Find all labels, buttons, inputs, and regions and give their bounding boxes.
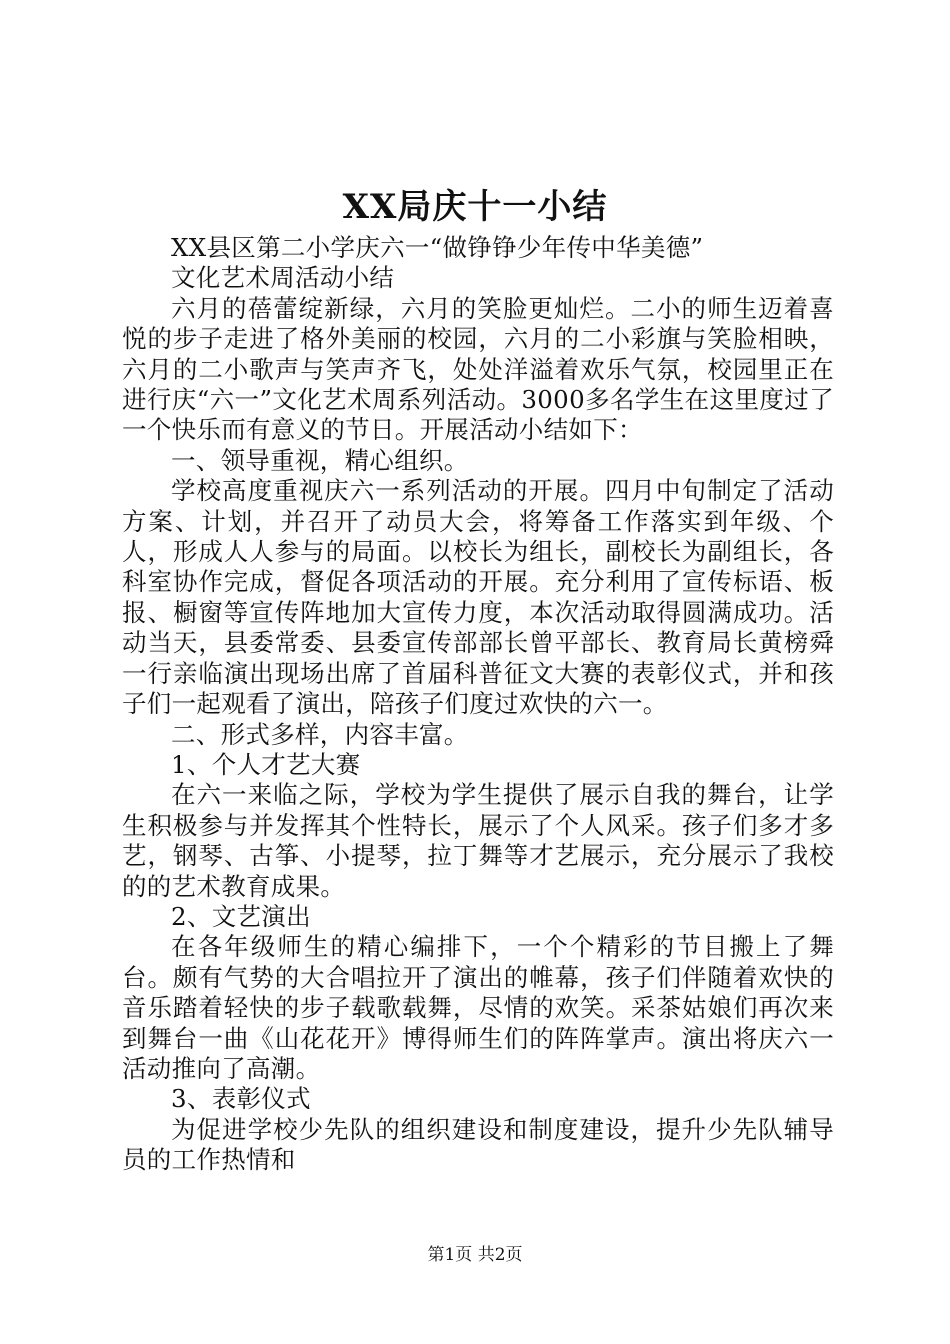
section-heading-2: 二、形式多样，内容丰富。 bbox=[171, 719, 469, 749]
section-1-paragraph: 学校高度重视庆六一系列活动的开展。四月中旬制定了活动方案、计划，并召开了动员大会，将筹备工作落实到年级、个人，形成人人参与的局面。以校长为组长，副校长为副组长，各科室协作完成，督促各项活动的开展。充分利用了宣传标语、板报、橱窗等宣传阵地加大宣传力度，本次活动取得圆满成功。活动当天，县委常委、县委宣传部部长曾平部长、教育局长黄榜舜一行亲临演出现场出席了首届科普征文大赛的表彰仪式，并和孩子们一起观看了演出，陪孩子们度过欢快的六一。 bbox=[122, 476, 834, 719]
document-body bbox=[122, 233, 834, 1176]
subsection-heading-1: 1、个人才艺大赛 bbox=[171, 749, 361, 779]
subtitle-line-1: XX县区第二小学庆六一“做铮铮少年传中华美德” bbox=[171, 233, 704, 262]
subsection-heading-3: 3、表彰仪式 bbox=[171, 1084, 311, 1114]
subsection-2-paragraph: 在各年级师生的精心编排下，一个个精彩的节目搬上了舞台。颇有气势的大合唱拉开了演出的帷幕，孩子们伴随着欢快的音乐踏着轻快的步子载歌载舞，尽情的欢笑。采茶姑娘们再次来到舞台一曲《山花花开》博得师生们的阵阵掌声。演出将庆六一活动推向了高潮。 bbox=[122, 932, 834, 1083]
page-footer: 第1页 共2页 bbox=[427, 1245, 523, 1265]
subsection-1-paragraph: 在六一来临之际，学校为学生提供了展示自我的舞台，让学生积极参与并发挥其个性特长，展示了个人风采。孩子们多才多艺，钢琴、古筝、小提琴，拉丁舞等才艺展示，充分展示了我校的的艺术教育成果。 bbox=[122, 780, 834, 901]
document-title: XX局庆十一小结 bbox=[342, 187, 608, 227]
subsection-3-paragraph: 为促进学校少先队的组织建设和制度建设，提升少先队辅导员的工作热情和 bbox=[122, 1114, 834, 1175]
intro-paragraph: 六月的蓓蕾绽新绿，六月的笑脸更灿烂。二小的师生迈着喜悦的步子走进了格外美丽的校园，六月的二小彩旗与笑脸相映，六月的二小歌声与笑声齐飞，处处洋溢着欢乐气氛，校园里正在进行庆“六一”文化艺术周系列活动。3000多名学生在这里度过了一个快乐而有意义的节日。开展活动小结如下： bbox=[122, 293, 834, 445]
subtitle-line-2: 文化艺术周活动小结 bbox=[171, 263, 395, 293]
section-heading-1: 一、领导重视，精心组织。 bbox=[171, 445, 469, 475]
subsection-heading-2: 2、文艺演出 bbox=[171, 901, 311, 931]
